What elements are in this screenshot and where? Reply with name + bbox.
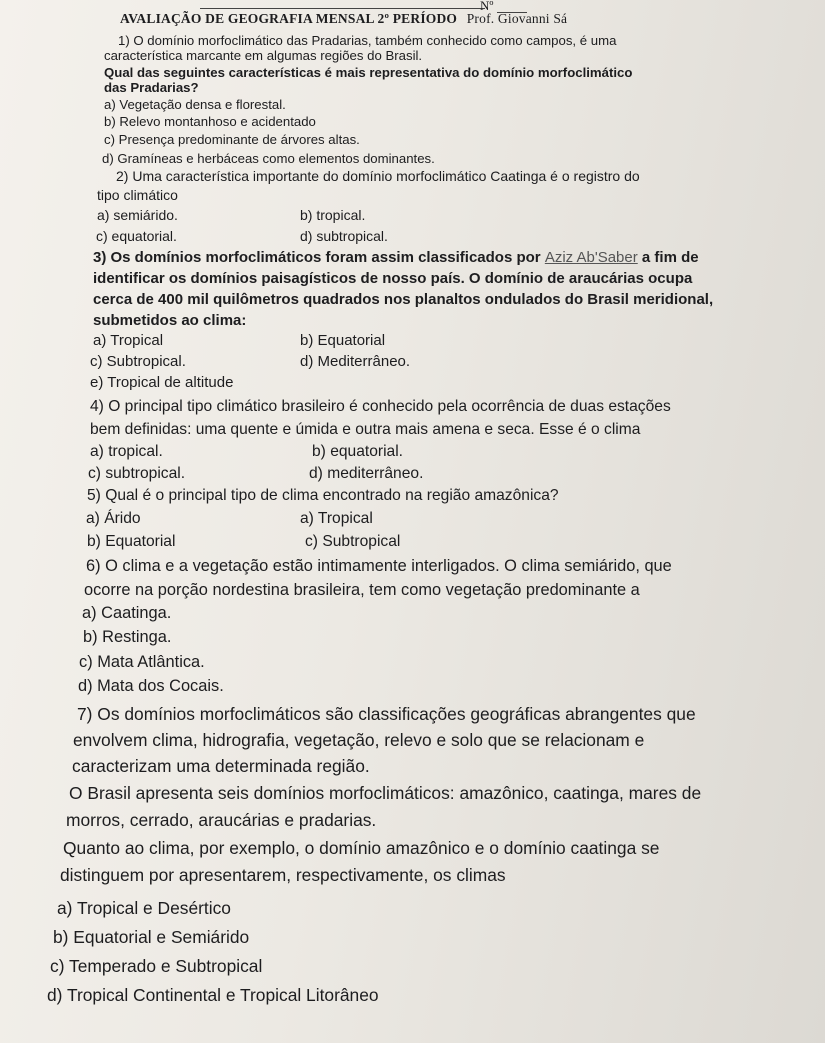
- q3-stem-line: identificar os domínios paisagísticos de nosso país. O domínio de araucárias ocupa: [93, 270, 693, 287]
- q3-option-b: b) Equatorial: [300, 332, 386, 349]
- exam-header: [120, 11, 567, 27]
- q1-option-a: a) Vegetação densa e florestal.: [104, 97, 286, 112]
- q1-stem-line: característica marcante em algumas regiões do Brasil.: [104, 48, 423, 63]
- q1-option-d: d) Gramíneas e herbáceas como elementos dominantes.: [102, 151, 435, 166]
- q3-stem-end: a fim de: [637, 249, 699, 266]
- q3-stem-line: cerca de 400 mil quilômetros quadrados nos planaltos ondulados do Brasil meridional,: [93, 291, 714, 308]
- q6-option-d: d) Mata dos Cocais.: [78, 677, 224, 695]
- q7-stem-line: morros, cerrado, araucárias e pradarias.: [66, 810, 377, 830]
- q2-option-a: a) semiárido.: [97, 207, 178, 223]
- q3-option-e: e) Tropical de altitude: [90, 374, 234, 391]
- q1-option-c: c) Presença predominante de árvores altas.: [104, 132, 360, 147]
- q6-option-b: b) Restinga.: [83, 628, 172, 646]
- q5-option-a: a) Árido: [86, 510, 141, 527]
- exam-title: AVALIAÇÃO DE GEOGRAFIA MENSAL 2º PERÍODO: [120, 11, 458, 26]
- q7-stem-line: Quanto ao clima, por exemplo, o domínio amazônico e o domínio caatinga se: [63, 838, 660, 858]
- q4-option-d: d) mediterrâneo.: [309, 465, 424, 482]
- q1-option-b: b) Relevo montanhoso e acidentado: [104, 114, 316, 129]
- q3-option-c: c) Subtropical.: [90, 353, 186, 370]
- q5-option-c: c) Subtropical: [305, 533, 401, 550]
- q3-author-link: Aziz Ab'Saber: [544, 249, 638, 266]
- q7-stem-line: envolvem clima, hidrografia, vegetação, relevo e solo que se relacionam e: [73, 730, 645, 750]
- q3-stem-line: [93, 249, 699, 266]
- q7-option-a: a) Tropical e Desértico: [57, 898, 231, 918]
- q2-option-b: b) tropical.: [300, 207, 366, 223]
- q5-option-b: b) Equatorial: [87, 533, 176, 550]
- q1-stem-line: Qual das seguintes características é mais representativa do domínio morfoclimático: [104, 65, 633, 80]
- q3-option-a: a) Tropical: [93, 332, 164, 349]
- q7-stem-line: distinguem por apresentarem, respectivamente, os climas: [60, 865, 506, 885]
- q7-stem-line: O Brasil apresenta seis domínios morfoclimáticos: amazônico, caatinga, mares de: [69, 783, 702, 803]
- q5-option-a2: a) Tropical: [300, 510, 373, 527]
- q5-stem: 5) Qual é o principal tipo de clima encontrado na região amazônica?: [87, 487, 559, 504]
- q3-option-d: d) Mediterrâneo.: [300, 353, 411, 370]
- q6-option-c: c) Mata Atlântica.: [79, 653, 205, 671]
- q6-option-a: a) Caatinga.: [82, 604, 172, 622]
- q4-option-c: c) subtropical.: [88, 465, 186, 482]
- q3-stem-line: submetidos ao clima:: [93, 312, 247, 329]
- q6-stem-line: 6) O clima e a vegetação estão intimamente interligados. O clima semiárido, que: [86, 557, 672, 575]
- header-rule: [200, 8, 485, 9]
- q7-option-b: b) Equatorial e Semiárido: [53, 927, 250, 947]
- q6-stem-line: ocorre na porção nordestina brasileira, tem como vegetação predominante a: [84, 581, 640, 599]
- q3-stem-start: 3) Os domínios morfoclimáticos foram assim classificados por: [93, 249, 545, 266]
- q7-stem-line: 7) Os domínios morfoclimáticos são classificações geográficas abrangentes que: [77, 704, 696, 724]
- q7-option-d: d) Tropical Continental e Tropical Litorâneo: [47, 985, 379, 1005]
- q2-option-c: c) equatorial.: [96, 228, 177, 244]
- teacher-name: Prof. Giovanni Sá: [466, 11, 568, 26]
- q4-option-a: a) tropical.: [90, 443, 163, 460]
- q2-stem-line: 2) Uma característica importante do domínio morfoclimático Caatinga é o registro do: [116, 168, 640, 184]
- q4-option-b: b) equatorial.: [312, 443, 404, 460]
- q1-stem-line: das Pradarias?: [104, 80, 199, 95]
- q2-option-d: d) subtropical.: [300, 228, 388, 244]
- q4-stem-line: bem definidas: uma quente e úmida e outra mais amena e seca. Esse é o clima: [90, 421, 641, 438]
- q2-stem-line: tipo climático: [97, 187, 178, 203]
- q7-stem-line: caracterizam uma determinada região.: [72, 756, 370, 776]
- q4-stem-line: 4) O principal tipo climático brasileiro é conhecido pela ocorrência de duas estações: [90, 398, 671, 415]
- q7-option-c: c) Temperado e Subtropical: [50, 956, 263, 976]
- q1-stem-line: 1) O domínio morfoclimático das Pradarias, também conhecido como campos, é uma: [118, 33, 617, 48]
- number-label: Nº: [480, 0, 494, 13]
